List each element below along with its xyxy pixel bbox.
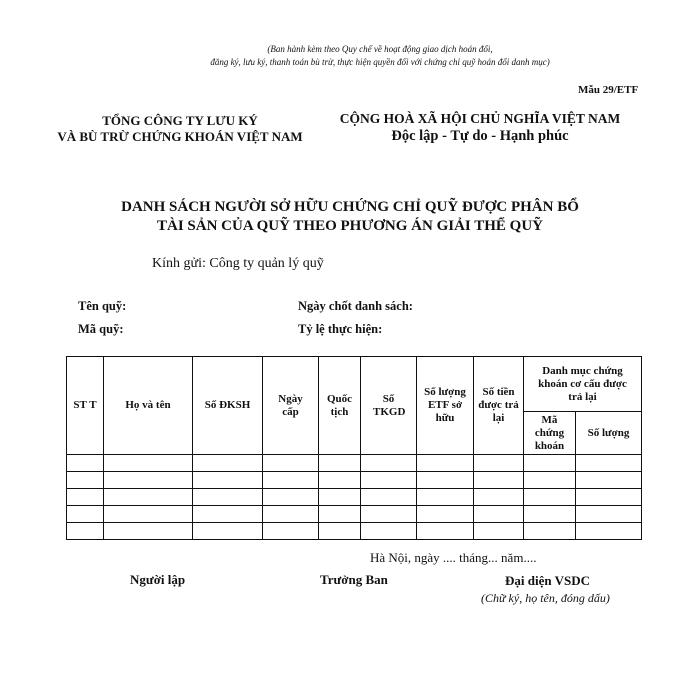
table-cell	[361, 523, 417, 540]
table-cell	[319, 523, 361, 540]
table-cell	[104, 523, 193, 540]
table-cell	[576, 455, 642, 472]
table-row	[67, 455, 642, 472]
table-cell	[576, 472, 642, 489]
document-title-line2: TÀI SẢN CỦA QUỸ THEO PHƯƠNG ÁN GIẢI THỂ QUỸ	[156, 218, 544, 234]
table-cell	[474, 489, 524, 506]
table-cell	[576, 489, 642, 506]
table-cell	[263, 506, 319, 523]
table-cell	[104, 506, 193, 523]
table-cell	[576, 523, 642, 540]
header-security-code: Mã chứng khoán	[524, 412, 576, 455]
table-cell	[193, 523, 263, 540]
recipient: Kính gửi: Công ty quản lý quỹ	[152, 256, 324, 271]
table-cell	[67, 523, 104, 540]
header-stt: ST T	[67, 357, 104, 455]
regulation-note-line2: đăng ký, lưu ký, thanh toán bù trừ, thực hiện quyền đối với chứng chỉ quỹ hoán đổi danh mục)	[210, 57, 550, 67]
table-cell	[361, 506, 417, 523]
table-cell	[67, 472, 104, 489]
table-row	[67, 489, 642, 506]
table-cell	[319, 506, 361, 523]
table-cell	[524, 489, 576, 506]
table-cell	[67, 455, 104, 472]
national-header	[325, 111, 635, 145]
fund-name-label: Tên quỹ:	[78, 299, 127, 313]
table-cell	[193, 489, 263, 506]
table-cell	[417, 472, 474, 489]
form-number: Mẫu 29/ETF	[578, 84, 639, 96]
vsdc-signature-note: (Chữ ký, họ tên, đóng dấu)	[481, 591, 610, 605]
table-cell	[474, 523, 524, 540]
table-cell	[104, 455, 193, 472]
place-and-date: Hà Nội, ngày .... tháng... năm....	[370, 550, 537, 565]
table-body	[67, 455, 642, 540]
table-cell	[104, 489, 193, 506]
table-cell	[417, 506, 474, 523]
table-cell	[263, 472, 319, 489]
header-registration-number: Số ĐKSH	[193, 357, 263, 455]
table-cell	[417, 489, 474, 506]
header-quantity: Số lượng	[576, 412, 642, 455]
ratio-label: Tỷ lệ thực hiện:	[298, 322, 383, 336]
table-cell	[67, 506, 104, 523]
shareholder-table	[66, 356, 642, 540]
table-cell	[524, 506, 576, 523]
table-cell	[319, 489, 361, 506]
regulation-note	[100, 43, 660, 69]
table-cell	[576, 506, 642, 523]
header-cash-returned: Số tiền được trả lại	[474, 357, 524, 455]
table-cell	[193, 506, 263, 523]
organization-line2: VÀ BÙ TRỪ CHỨNG KHOÁN VIỆT NAM	[57, 129, 303, 144]
table-cell	[361, 489, 417, 506]
header-nationality: Quốc tịch	[319, 357, 361, 455]
table-cell	[417, 523, 474, 540]
table-cell	[319, 455, 361, 472]
head-label: Trưởng Ban	[320, 572, 388, 587]
table-cell	[524, 523, 576, 540]
document-title	[40, 198, 660, 236]
vsdc-representative-label: Đại diện VSDC	[505, 573, 591, 588]
table-cell	[474, 506, 524, 523]
regulation-note-line1: (Ban hành kèm theo Quy chế về hoạt động giao dịch hoán đổi,	[267, 44, 493, 54]
table-cell	[193, 472, 263, 489]
table-cell	[263, 455, 319, 472]
header-trading-account: Số TKGD	[361, 357, 417, 455]
organization-line1: TỔNG CÔNG TY LƯU KÝ	[102, 113, 258, 128]
table-row	[67, 506, 642, 523]
table-cell	[474, 455, 524, 472]
table-row	[67, 472, 642, 489]
preparer-label: Người lập	[130, 572, 186, 587]
header-portfolio-returned: Danh mục chứng khoán cơ cấu được trả lại	[524, 357, 642, 412]
document-title-line1: DANH SÁCH NGƯỜI SỞ HỮU CHỨNG CHỈ QUỸ ĐƯỢC PHÂN BỔ	[121, 199, 579, 215]
table-cell	[361, 472, 417, 489]
table-row	[67, 523, 642, 540]
table-cell	[474, 472, 524, 489]
header-full-name: Họ và tên	[104, 357, 193, 455]
national-motto: Độc lập - Tự do - Hạnh phúc	[391, 128, 569, 144]
table-cell	[104, 472, 193, 489]
table-cell	[67, 489, 104, 506]
organization-name	[30, 113, 330, 145]
table-cell	[319, 472, 361, 489]
national-name: CỘNG HOÀ XÃ HỘI CHỦ NGHĨA VIỆT NAM	[339, 111, 621, 126]
table-cell	[361, 455, 417, 472]
header-etf-quantity: Số lượng ETF sở hữu	[417, 357, 474, 455]
closing-date-label: Ngày chốt danh sách:	[298, 299, 413, 313]
header-issue-date: Ngày cấp	[263, 357, 319, 455]
table-cell	[263, 489, 319, 506]
table-cell	[524, 455, 576, 472]
table-cell	[417, 455, 474, 472]
table-cell	[263, 523, 319, 540]
fund-code-label: Mã quỹ:	[78, 322, 124, 336]
table-cell	[524, 472, 576, 489]
table-cell	[193, 455, 263, 472]
